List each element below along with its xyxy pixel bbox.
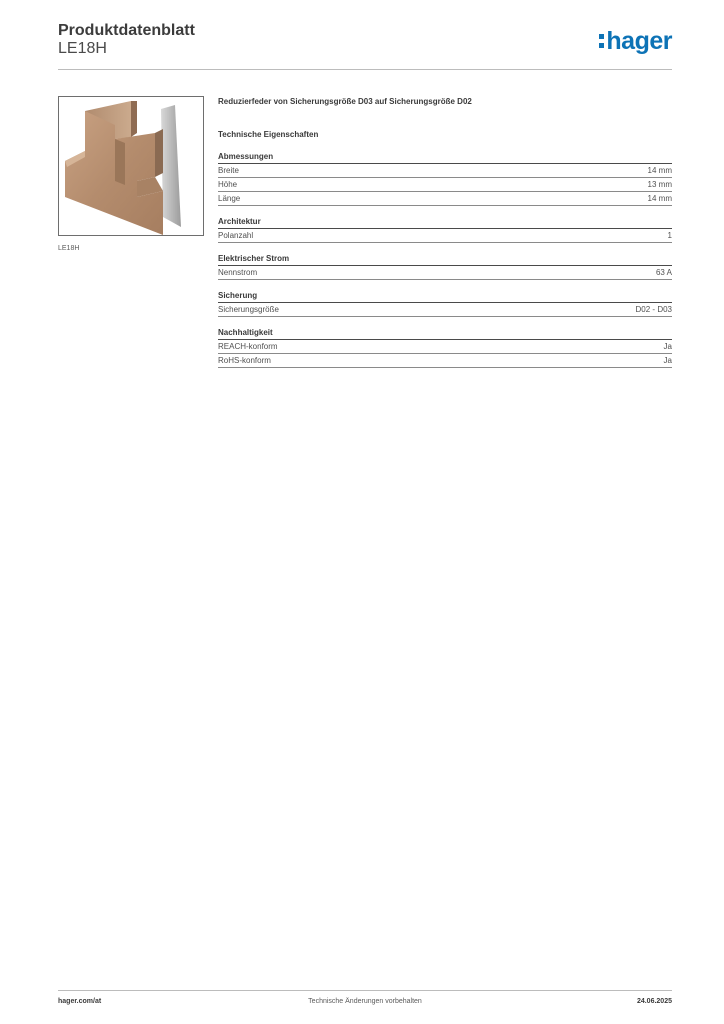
document-title: Produktdatenblatt: [58, 22, 195, 39]
row-label: RoHS-konform: [218, 356, 271, 365]
page-header: [58, 22, 672, 58]
row-label: Länge: [218, 194, 241, 203]
table-row: [218, 164, 672, 178]
technical-properties-heading: Technische Eigenschaften: [218, 130, 319, 139]
row-value: Ja: [663, 342, 672, 351]
footer-website: hager.com/at: [58, 998, 102, 1005]
footer-date: 24.06.2025: [636, 998, 672, 1005]
row-value: D02 - D03: [635, 305, 672, 314]
section-title: Nachhaltigkeit: [218, 327, 672, 340]
product-description: Reduzierfeder von Sicherungsgröße D03 auf Sicherungsgröße D02: [218, 97, 472, 106]
row-label: Höhe: [218, 180, 238, 189]
logo-dots-icon: [599, 34, 604, 48]
section-electrical-current: [218, 253, 672, 280]
row-label: Nennstrom: [218, 268, 258, 277]
section-title: Abmessungen: [218, 151, 672, 164]
footer-notice: Technische Änderungen vorbehalten: [308, 998, 422, 1005]
table-row: [218, 192, 672, 206]
section-title: Sicherung: [218, 290, 672, 303]
row-label: Sicherungsgröße: [218, 305, 279, 314]
product-image: [58, 96, 204, 236]
row-value: 13 mm: [647, 180, 672, 189]
section-fuse: [218, 290, 672, 317]
image-caption: LE18H: [58, 245, 80, 252]
row-value: 14 mm: [647, 166, 672, 175]
footer-divider: [58, 990, 672, 991]
table-row: [218, 303, 672, 317]
section-architecture: [218, 216, 672, 243]
row-label: Polanzahl: [218, 231, 254, 240]
row-label: REACH-konform: [218, 342, 278, 351]
row-value: 14 mm: [647, 194, 672, 203]
table-row: [218, 354, 672, 368]
table-row: [218, 229, 672, 243]
table-row: [218, 178, 672, 192]
section-title: Elektrischer Strom: [218, 253, 672, 266]
header-divider: [58, 69, 672, 70]
row-label: Breite: [218, 166, 239, 175]
table-row: [218, 340, 672, 354]
section-sustainability: [218, 327, 672, 368]
reducer-spring-illustration: [59, 97, 203, 235]
hager-logo: [599, 28, 672, 54]
product-details: [218, 96, 672, 368]
section-dimensions: [218, 151, 672, 206]
section-title: Architektur: [218, 216, 672, 229]
logo-text: hager: [606, 27, 672, 55]
row-value: 63 A: [655, 268, 672, 277]
row-value: Ja: [663, 356, 672, 365]
product-code: LE18H: [58, 40, 107, 57]
page-footer: [58, 998, 672, 1008]
table-row: [218, 266, 672, 280]
row-value: 1: [667, 231, 672, 240]
